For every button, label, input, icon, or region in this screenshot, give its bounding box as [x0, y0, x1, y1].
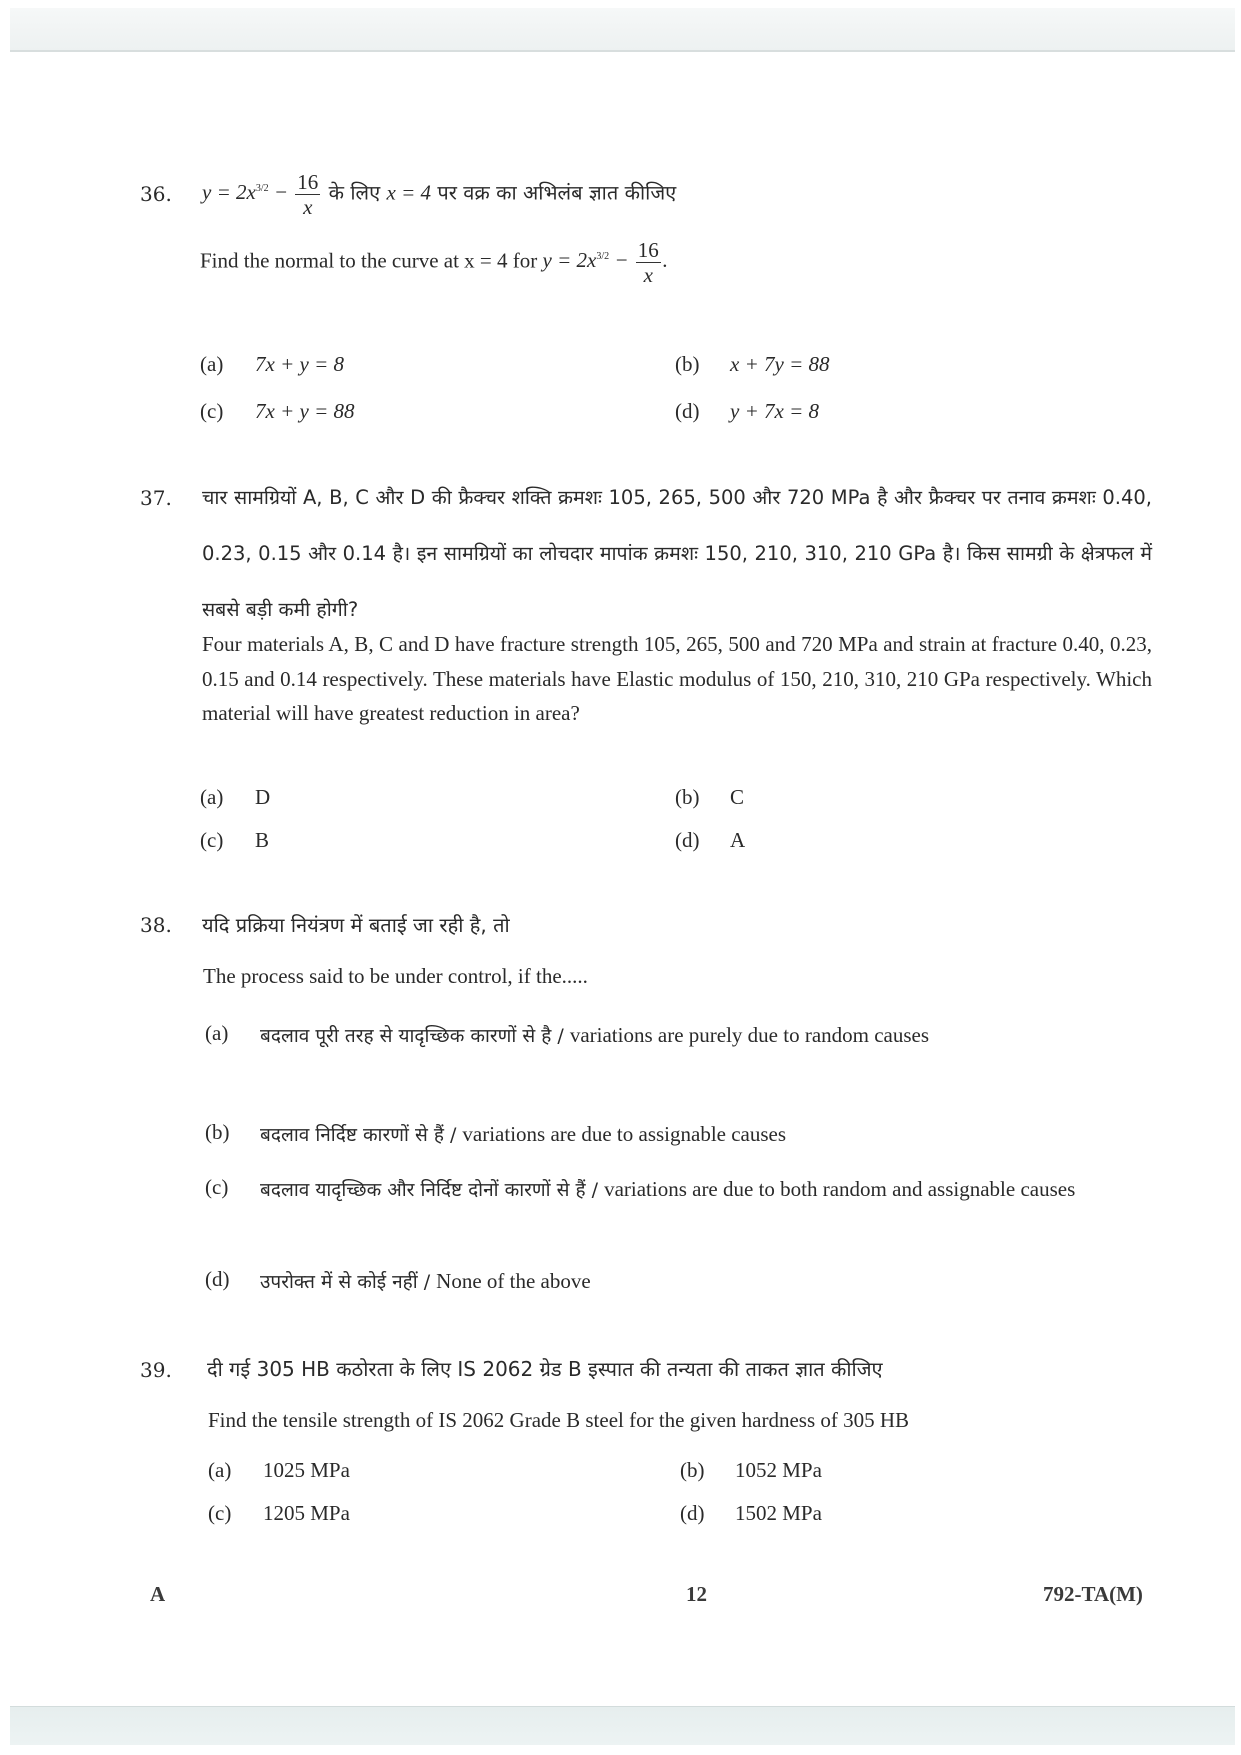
option-text: बदलाव यादृच्छिक और निर्दिष्ट दोनों कारणों से हैं / variations are due to both random and assignable causes — [260, 1177, 1076, 1201]
scan-bottom-edge — [10, 1706, 1235, 1745]
eq-lhs: y = 2x — [542, 248, 597, 273]
question-number: 36. — [140, 182, 172, 206]
option-label: (d) — [205, 1267, 230, 1291]
question-number: 38. — [140, 913, 172, 937]
option-d — [680, 1501, 822, 1526]
denominator: x — [643, 263, 653, 287]
option-text: बदलाव पूरी तरह से यादृच्छिक कारणों से है / variations are purely due to random causes — [260, 1023, 930, 1047]
option-text: 7x + y = 8 — [255, 352, 344, 376]
option-english: variations are due to both random and assignable causes — [604, 1177, 1076, 1201]
option-label: (b) — [205, 1120, 230, 1144]
option-text: 1205 MPa — [263, 1501, 350, 1525]
option-b — [675, 352, 829, 377]
option-label: (c) — [205, 1175, 229, 1199]
fraction — [295, 170, 320, 219]
option-label: (d) — [675, 828, 700, 852]
option-english: None of the above — [436, 1269, 591, 1293]
option-label: (a) — [200, 785, 224, 809]
option-text: 1052 MPa — [735, 1458, 822, 1482]
option-english: variations are purely due to random causes — [569, 1023, 930, 1047]
eq-lhs: y = 2x — [202, 180, 256, 205]
option-text: D — [255, 785, 271, 809]
option-hindi: बदलाव यादृच्छिक और निर्दिष्ट दोनों कारणों से हैं — [260, 1179, 586, 1201]
option-c — [200, 828, 269, 853]
option-label: (c) — [200, 399, 224, 423]
option-text: y + 7x = 8 — [730, 399, 819, 423]
option-hindi: उपरोक्त में से कोई नहीं — [260, 1271, 418, 1293]
footer-booklet-series: A — [150, 1582, 166, 1606]
option-hindi: बदलाव पूरी तरह से यादृच्छिक कारणों से है — [260, 1025, 552, 1047]
option-label: (c) — [208, 1501, 232, 1525]
question-hindi: दी गई 305 HB कठोरता के लिए IS 2062 ग्रेड B इस्पात की तन्यता की ताकत ज्ञात कीजिए — [207, 1357, 883, 1381]
question-hindi: यदि प्रक्रिया नियंत्रण में बताई जा रही है, तो — [202, 913, 510, 937]
option-label: (b) — [675, 785, 700, 809]
hindi-text: पर वक्र का अभिलंब ज्ञात कीजिए — [437, 180, 677, 205]
exponent: 3/2 — [255, 183, 269, 195]
equation: $y = 2x^{3/2}$ − $\frac{16}{x}$ . — [542, 238, 669, 287]
option-a — [208, 1458, 350, 1483]
option-c — [208, 1501, 350, 1526]
option-label: (c) — [200, 828, 224, 852]
scan-top-edge — [10, 8, 1235, 52]
english-text: Find the normal to the curve at x = 4 for — [200, 248, 538, 273]
option-b — [680, 1458, 822, 1483]
question-english — [200, 238, 668, 287]
footer-paper-code: 792-TA(M) — [1043, 1582, 1143, 1606]
option-label: (b) — [680, 1458, 705, 1482]
numerator: 16 — [297, 170, 319, 194]
option-text: B — [255, 828, 270, 852]
question-english: Find the tensile strength of IS 2062 Grade B steel for the given hardness of 305 HB — [208, 1408, 910, 1432]
option-a — [200, 352, 344, 377]
option-a — [200, 785, 270, 810]
option-text: 1502 MPa — [735, 1501, 822, 1525]
option-hindi: बदलाव निर्दिष्ट कारणों से हैं — [260, 1124, 444, 1146]
option-text: 7x + y = 88 — [255, 399, 355, 423]
option-text: उपरोक्त में से कोई नहीं / None of the above — [260, 1269, 591, 1293]
denominator: x — [303, 195, 313, 219]
option-label: (a) — [205, 1021, 229, 1045]
hindi-text: के लिए — [328, 180, 381, 205]
option-label: (b) — [675, 352, 700, 376]
option-d — [675, 828, 745, 853]
fraction — [636, 238, 661, 287]
question-number: 37. — [140, 486, 172, 510]
option-text: 1025 MPa — [263, 1458, 350, 1482]
question-hindi — [202, 170, 676, 219]
option-label: (a) — [200, 352, 224, 376]
question-english: The process said to be under control, if the..... — [203, 964, 588, 988]
numerator: 16 — [637, 238, 659, 262]
option-label: (d) — [675, 399, 700, 423]
option-text: x + 7y = 88 — [730, 352, 830, 376]
question-number: 39. — [140, 1358, 172, 1382]
equation: $y = 2x^{3/2}$ − $\frac{16}{x}$ — [202, 170, 319, 219]
option-d — [675, 399, 819, 424]
question-english: Four materials A, B, C and D have fracture strength 105, 265, 500 and 720 MPa and strain at fracture 0.40, 0.23, 0.15 and 0.14 respectively. These materials have Elastic modulus of 150, 210, 310, 210 GPa respectively. Which material will have greatest reduction in area? — [202, 632, 1152, 725]
footer-page-number: 12 — [686, 1582, 707, 1606]
option-text: A — [730, 828, 746, 852]
option-english: variations are due to assignable causes — [462, 1122, 787, 1146]
option-c — [200, 399, 354, 424]
option-text: C — [730, 785, 745, 809]
option-text: बदलाव निर्दिष्ट कारणों से हैं / variations are due to assignable causes — [260, 1122, 787, 1146]
option-label: (a) — [208, 1458, 232, 1482]
option-label: (d) — [680, 1501, 705, 1525]
question-hindi: चार सामग्रियों A, B, C और D की फ्रैक्चर शक्ति क्रमशः 105, 265, 500 और 720 MPa है और फ्रैक्चर पर तनाव क्रमशः 0.40, 0.23, 0.15 और 0.14 है। इन सामग्रियों का लोचदार मापांक क्रमशः 150, 210, 310, 210 GPa है। किस सामग्री के क्षेत्रफल में सबसे बड़ी कमी होगी? — [202, 486, 1152, 621]
option-b — [675, 785, 744, 810]
exponent: 3/2 — [596, 251, 610, 263]
x-value: x = 4 — [386, 180, 432, 205]
